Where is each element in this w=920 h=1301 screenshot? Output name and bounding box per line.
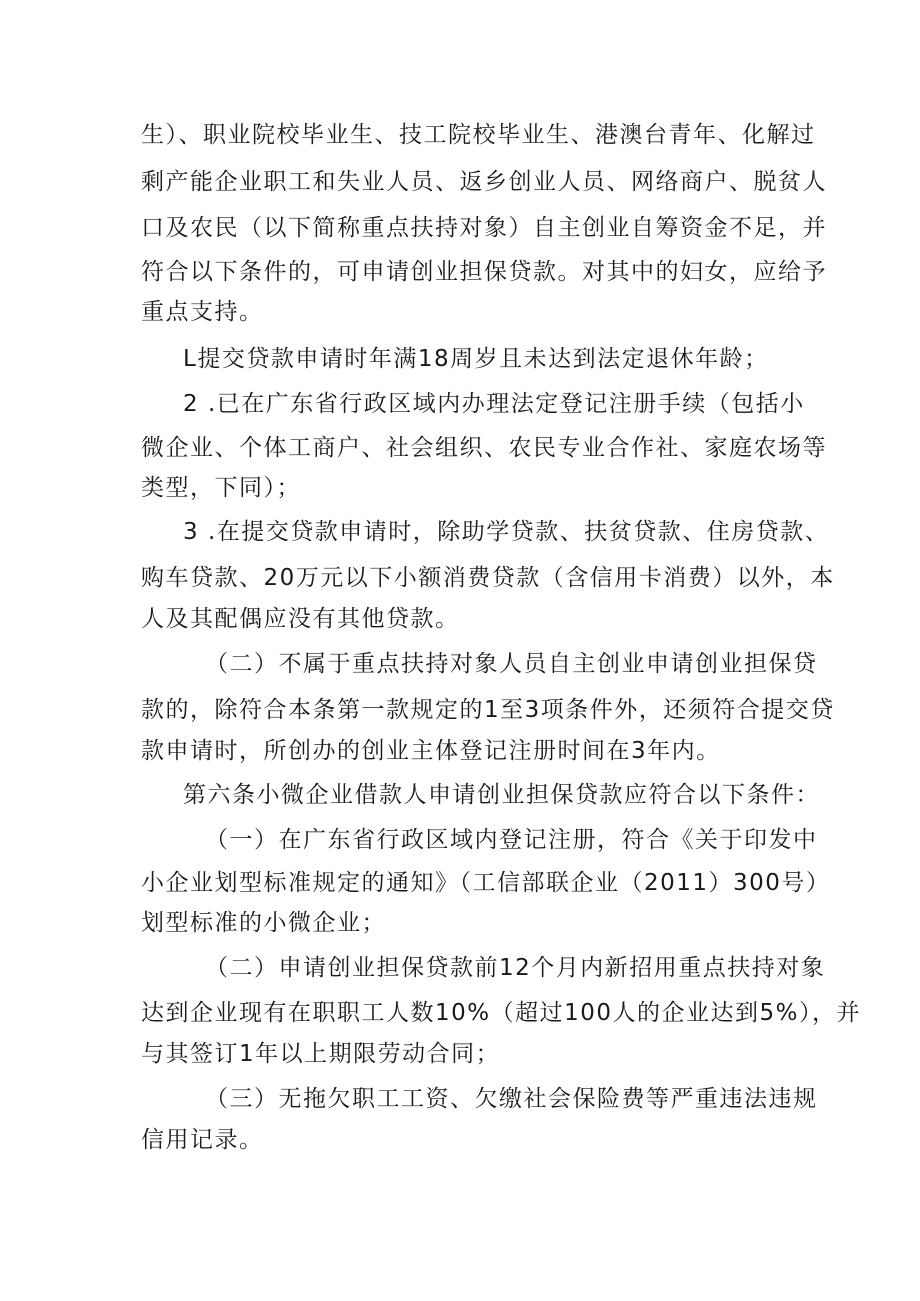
text-line: 款申请时，所创办的创业主体登记注册时间在3年内。 (141, 738, 721, 764)
text-line: 款的，除符合本条第一款规定的1至3项条件外，还须符合提交贷 (141, 697, 835, 723)
text-line: 符合以下条件的，可申请创业担保贷款。对其中的妇女，应给予 (141, 259, 827, 285)
text-line: （一）在广东省行政区域内登记注册，符合《关于印发中 (205, 827, 818, 853)
text-line: 第六条小微企业借款人申请创业担保贷款应符合以下条件： (183, 782, 820, 808)
text-line: 口及农民（以下简称重点扶持对象）自主创业自筹资金不足，并 (141, 215, 827, 241)
text-line: 达到企业现有在职职工人数10%（超过100人的企业达到5%），并 (141, 1000, 862, 1026)
text-line: 与其签订1年以上期限劳动合同； (141, 1041, 501, 1067)
text-line: 小企业划型标准规定的通知》（工信部联企业（2011）300号） (141, 870, 831, 896)
text-line: 类型，下同）； (141, 475, 301, 501)
text-line: 信用记录。 (141, 1127, 264, 1153)
text-line: 购车贷款、20万元以下小额消费贷款（含信用卡消费）以外，本 (141, 565, 835, 591)
text-line: 重点支持。 (141, 299, 264, 325)
text-line: （二）不属于重点扶持对象人员自主创业申请创业担保贷 (205, 651, 818, 677)
text-line: 划型标准的小微企业； (141, 910, 386, 936)
text-line: （三）无拖欠职工工资、欠缴社会保险费等严重违法违规 (205, 1086, 818, 1112)
text-line: 生）、职业院校毕业生、技工院校毕业生、港澳台青年、化解过 (141, 122, 816, 148)
text-line: 2 .已在广东省行政区域内办理法定登记注册手续（包括小 (183, 391, 805, 417)
text-line: 3 .在提交贷款申请时，除助学贷款、扶贫贷款、住房贷款、 (183, 519, 830, 545)
text-line: 剩产能企业职工和失业人员、返乡创业人员、网络商户、脱贫人 (141, 169, 827, 195)
text-line: 人及其配偶应没有其他贷款。 (141, 606, 460, 632)
text-line: （二）申请创业担保贷款前12个月内新招用重点扶持对象 (205, 955, 826, 981)
text-line: 微企业、个体工商户、社会组织、农民专业合作社、家庭农场等 (141, 435, 827, 461)
text-line: L提交贷款申请时年满18周岁且未达到法定退休年龄； (183, 346, 769, 372)
